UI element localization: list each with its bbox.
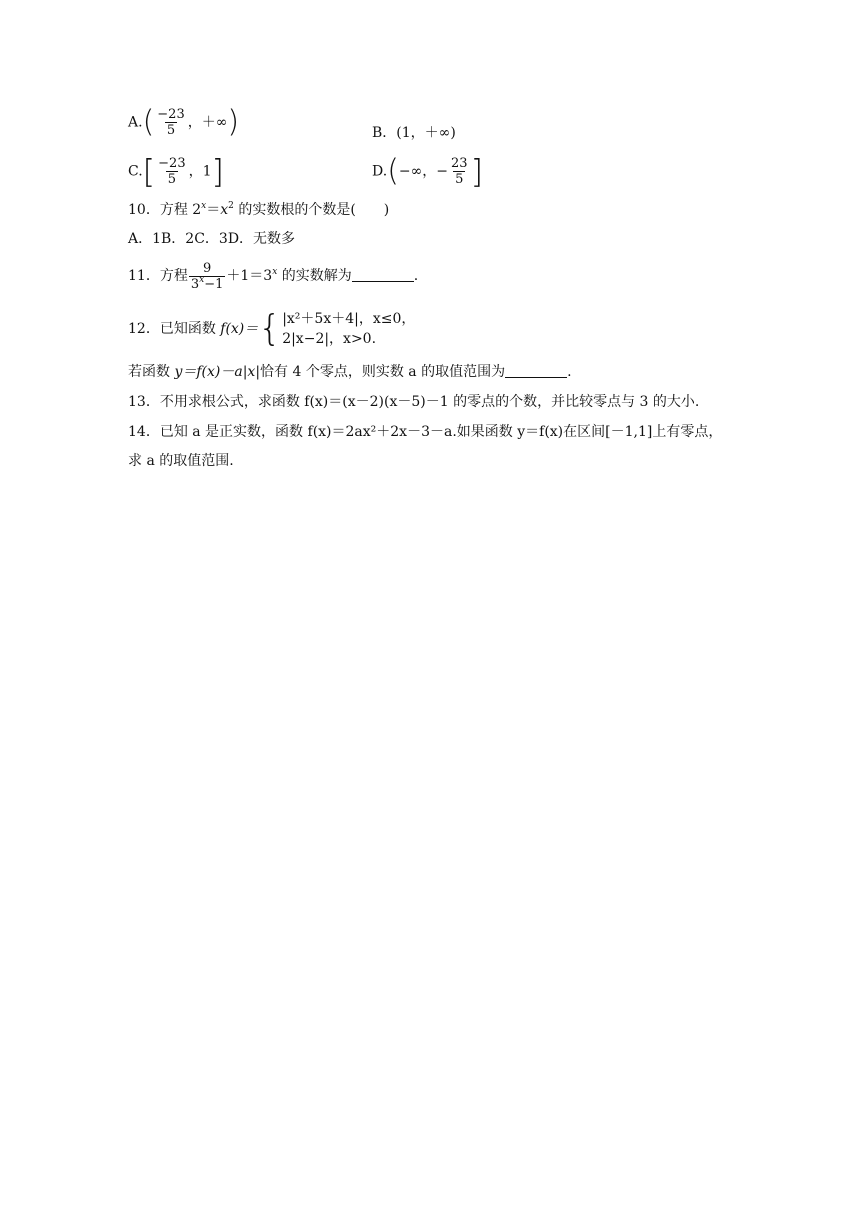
option-c-label: C. bbox=[128, 163, 143, 180]
right-bracket: ] bbox=[470, 152, 484, 191]
question-12-line-2: 若函数 y＝f(x)－a|x|恰有 4 个零点，则实数 a 的取值范围为 . bbox=[128, 364, 572, 380]
option-d-label: D. bbox=[372, 163, 388, 180]
option-d bbox=[372, 152, 484, 191]
fraction: $\frac{-23}{5}$ bbox=[157, 107, 185, 138]
left-bracket: [ bbox=[142, 152, 156, 191]
option-d-left: −∞，− bbox=[398, 163, 449, 180]
question-11: 11．方程 $\frac{9}{3^x-1}$ $+1=3^x$ 的实数解为 . bbox=[128, 260, 419, 292]
option-b: B．(1，＋∞) bbox=[372, 125, 456, 141]
option-a bbox=[128, 104, 240, 140]
fraction: $\frac{23}{5}$ bbox=[451, 156, 468, 187]
left-brace: { bbox=[258, 308, 282, 349]
right-bracket: ] bbox=[211, 152, 224, 191]
case-1: |x²＋5x＋4|，x≤0， bbox=[282, 311, 416, 327]
option-c bbox=[128, 152, 224, 191]
piecewise-function bbox=[258, 309, 415, 349]
case-2: 2|x−2|，x>0. bbox=[282, 331, 377, 347]
question-10: 10．方程 $2^x=x^2$ 的实数根的个数是( ) bbox=[128, 201, 390, 218]
question-12: 12．已知函数 f(x)＝ { |x²＋5x＋4|，x≤0， 2|x−2|，x>0. bbox=[128, 308, 416, 349]
left-paren: ( bbox=[142, 104, 155, 140]
fraction: $\frac{-23}{5}$ bbox=[158, 156, 186, 187]
fraction: $\frac{9}{3^x-1}$ bbox=[190, 260, 224, 292]
left-paren: ( bbox=[387, 153, 399, 189]
option-a-rest: ，＋∞ bbox=[187, 114, 228, 131]
answer-blank bbox=[505, 363, 567, 378]
option-a-label: A. bbox=[128, 114, 143, 131]
answer-blank bbox=[352, 267, 414, 282]
right-paren: ) bbox=[227, 104, 240, 140]
question-14-line-1: 14．已知 a 是正实数，函数 f(x)＝2ax²＋2x－3－a.如果函数 y＝f(x)在区间[－1,1]上有零点， bbox=[128, 424, 723, 440]
option-c-rest: ，1 bbox=[188, 163, 212, 180]
question-10-options: A．1B．2C．3D．无数多 bbox=[128, 231, 296, 247]
question-13: 13．不用求根公式，求函数 f(x)＝(x－2)(x－5)－1 的零点的个数，并比较零点与 3 的大小. bbox=[128, 394, 700, 410]
question-14-line-2: 求 a 的取值范围. bbox=[128, 453, 234, 469]
